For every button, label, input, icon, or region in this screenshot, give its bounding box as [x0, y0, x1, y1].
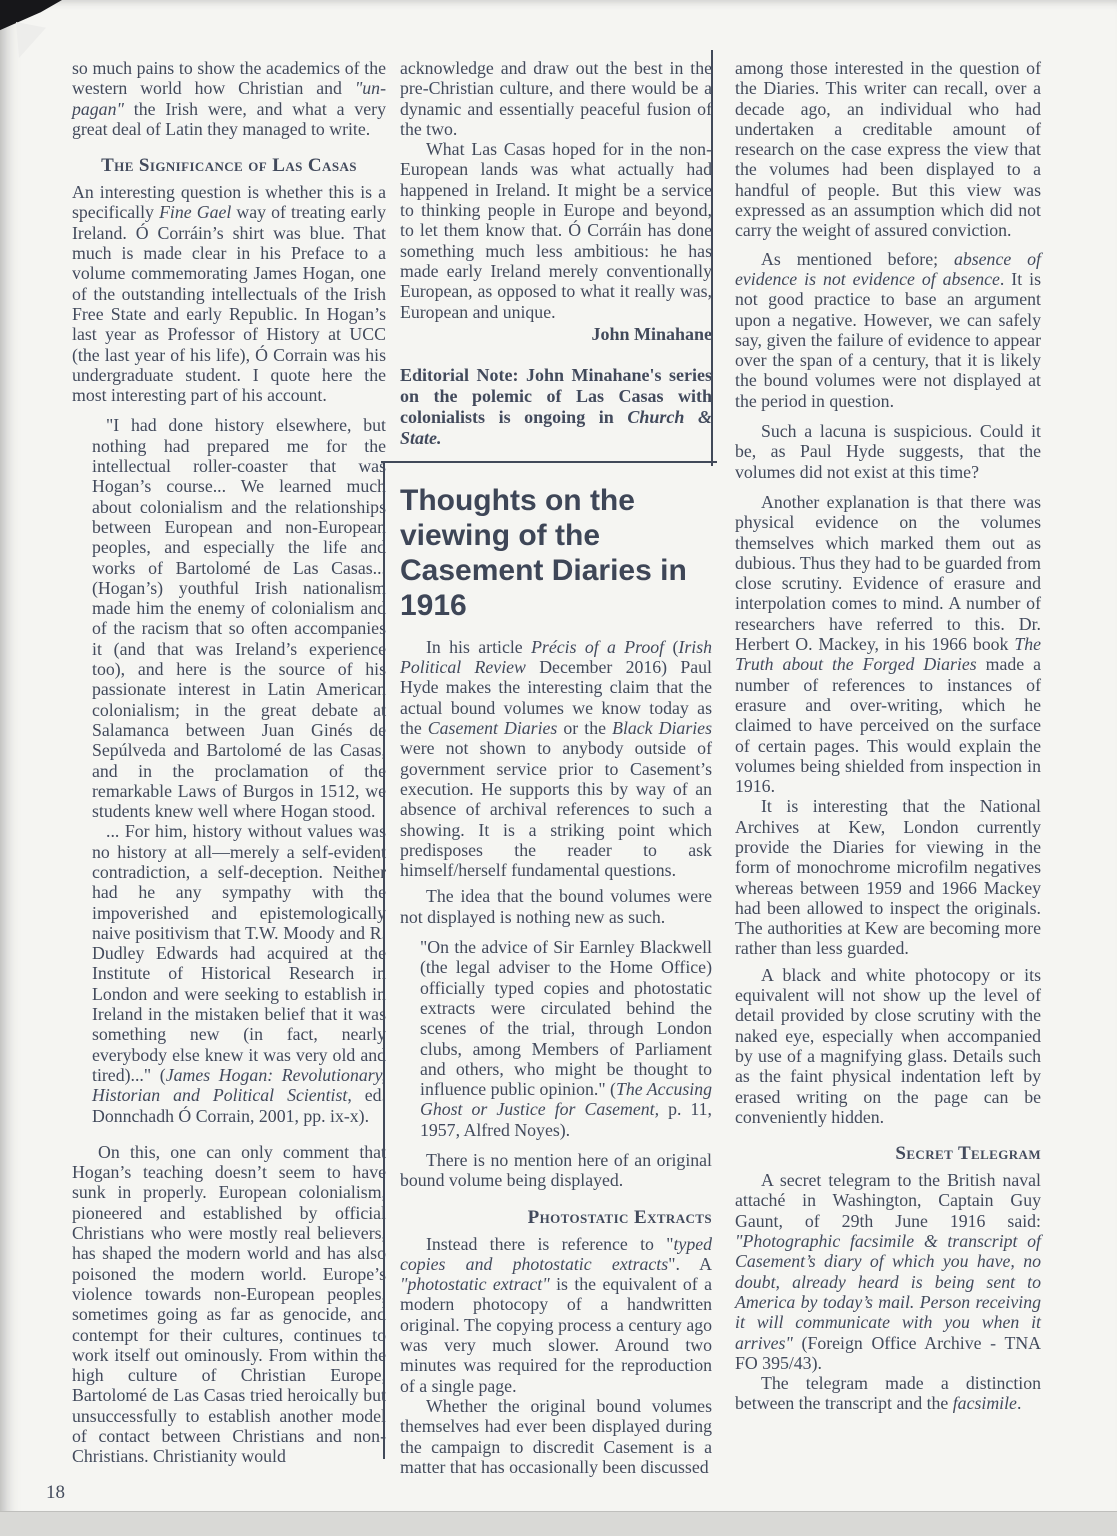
paragraph: It is interesting that the National Archives at Kew, London currently provide the Diaries for viewing in the form of monochrome microfilm negatives whereas between 1959 and 1966 Mackey had been allowed to inspect the originals. The authorities at Kew are becoming more rather than less guarded. [735, 796, 1041, 959]
paragraph-continuation: among those interested in the question of the Diaries. This writer can recall, over a decade ago, an individual who had undertaken a creditable amount of research on the case express the view that the volumes had been displayed to a handful of people. But this view was expressed as an assumption which did not carry the weight of assured conviction. [735, 58, 1041, 241]
block-quote: "I had done history elsewhere, but nothing had prepared me for the intellectual roller-coaster that was Hogan’s course... We learned much about colonialism and the relationships between European and non-European peoples, and especially the life and works of Bartolomé de Las Casas... (Hogan’s) youthful Irish nationalism made him the enemy of colonialism and of the racism that so often accompanies it (and that was Ireland’s experience too), and here is the source of his passionate interest in Latin American colonialism; in the great debate at Salamanca between Juan Ginés de Sepúlveda and Bartolomé de las Casas, and in the proclamation of the remarkable Laws of Burgos in 1512, we students knew well where Hogan stood. [92, 415, 386, 822]
paragraph: Whether the original bound volumes themselves had ever been displayed during the campaign to discredit Casement is a matter that has occasionally been discussed [400, 1395, 712, 1477]
paragraph: There is no mention here of an original bound volume being displayed. [400, 1149, 712, 1191]
paragraph: The telegram made a distinction between the transcript and the facsimile. [735, 1373, 1041, 1414]
paragraph: A black and white photocopy or its equivalent will not show up the level of detail provided by close scrutiny with the naked eye, especially when accompanied by use of a magnifying glass. Details such as the faint physical indentation left by erased writing on the page can be conveniently hidden. [735, 964, 1041, 1127]
paragraph: Such a lacuna is suspicious. Could it be, as Paul Hyde suggests, that the volumes did not exist at this time? [735, 421, 1041, 482]
page-number: 18 [46, 1482, 65, 1503]
scan-bottom-band [0, 1511, 1117, 1536]
block-quote: "On the advice of Sir Earnley Blackwell (the legal adviser to the Home Office) officially typed copies and photostatic extracts were circulated behind the scenes of the trial, through London clubs, among Members of Parliament and others, who might be thought to influence public opinion." (The Accusing Ghost or Justice for Casement, p. 11, 1957, Alfred Noyes). [420, 937, 713, 1140]
paragraph-continuation: so much pains to show the academics of the western world how Christian and "un-pagan" the Irish were, and what a very great deal of Latin they managed to write. [72, 58, 386, 139]
paragraph: In his article Précis of a Proof (Irish Political Review December 2016) Paul Hyde makes the interesting claim that the actual bound volumes we know today as the Casement Diaries or the Black Diaries were not shown to anybody outside of government service prior to Casement’s execution. He supports this by way of an absence of archival references to such a showing. It is a striking point which predisposes the reader to ask himself/herself fundamental questions. [400, 636, 712, 881]
block-quote: ... For him, history without values was no history at all—merely a self-evident contradiction, a self-deception. Neither had he any sympathy with the impoverished and epistemologically naive positivism that T.W. Moody and R. Dudley Edwards had acquired at the Institute of Historical Research in London and were seeking to establish in Ireland in the mistaken belief that it was something new (in fact, nearly everybody else knew it was very old and tired)..." (James Hogan: Revolutionary, Historian and Political Scientist, ed. Donnchadh Ó Corrain, 2001, pp. ix-x). [92, 821, 386, 1126]
paragraph: What Las Casas hoped for in the non-European lands was what actually had happened in Ireland. It might be a service to thinking people in Europe and beyond, to let them know that. Ó Corráin has done something much less ambitious: he has made early Ireland merely conventionally European, as opposed to what it really was, European and unique. [400, 139, 712, 322]
paragraph: The idea that the bound volumes were not displayed is nothing new as such. [400, 886, 712, 927]
paragraph-continuation: acknowledge and draw out the best in the pre-Christian culture, and there would be a dynamic and essentially peaceful fusion of the two. [400, 58, 712, 139]
section-heading-significance: The Significance of Las Casas [101, 155, 357, 177]
editorial-note: Editorial Note: John Minahane's series on the polemic of Las Casas with colonialists is ongoing in Church & State. [400, 364, 712, 448]
right-column [735, 58, 1041, 1414]
section-heading-photostatic: Photostatic Extracts [527, 1206, 712, 1228]
paragraph: Another explanation is that there was physical evidence on the volumes themselves which marked them out as dubious. Thus they had to be guarded from close scrutiny. Evidence of erasure and interpolation comes to mind. A number of researchers have referred to this. Dr. Herbert O. Mackey, in his 1966 book The Truth about the Forged Diaries made a number of references to instances of erasure and over-writing, which he claimed to have perceived on the surface of certain pages. This would explain the volumes being shielded from inspection in 1916. [735, 491, 1041, 797]
paragraph: As mentioned before; absence of evidence is not evidence of absence. It is not good practice to base an argument upon a negative. However, we can safely say, given the failure of evidence to appear over the span of a century, that it is likely the bound volumes were not displayed at the period in question. [735, 248, 1041, 411]
paragraph: A secret telegram to the British naval attaché in Washington, Captain Guy Gaunt, of 29th June 1916 said: "Photographic facsimile & transcript of Casement’s diary of which you have, no doubt, already heard is being sent to America by today’s mail. Person receiving it will communicate with you when it arrives" (Foreign Office Archive - TNA FO 395/43). [735, 1170, 1041, 1373]
author-byline: John Minahane [591, 323, 712, 344]
paragraph: On this, one can only comment that Hogan’s teaching doesn’t seem to have sunk in properly. European colonialism, pioneered and established by official Christians who were mostly real believers, has shaped the modern world and has also poisoned the modern world. Europe’s violence towards non-European peoples, sometimes going as far as genocide, and contempt for their cultures, continues to work itself out ominously. From within the high culture of Christian Europe, Bartolomé de Las Casas tried heroically but unsuccessfully to establish another model of contact between Christians and non-Christians. Christianity would [72, 1141, 386, 1467]
page-corner-fold [16, 22, 46, 58]
middle-column [400, 58, 712, 1477]
article-title: Thoughts on the viewing of the Casement Diaries in 1916 [400, 483, 687, 622]
paragraph: Instead there is reference to "typed copies and photostatic extracts". A "photostatic extract" is the equivalent of a modern photocopy of a handwritten original. The copying process a century ago was very much slower. Around two minutes was required for the reproduction of a single page. [400, 1233, 713, 1396]
paragraph: An interesting question is whether this is a specifically Fine Gael way of treating early Ireland. Ó Corráin’s shirt was blue. That much is made clear in his Preface to a volume commemorating James Hogan, one of the outstanding intellectuals of the Irish Free State and early Republic. In Hogan’s last year as Professor of History at UCC (the last year of his life), Ó Corrain was his undergraduate student. I quote here the most interesting part of his account. [72, 182, 386, 406]
section-heading-secret-telegram: Secret Telegram [895, 1143, 1041, 1165]
left-column [72, 58, 386, 1467]
